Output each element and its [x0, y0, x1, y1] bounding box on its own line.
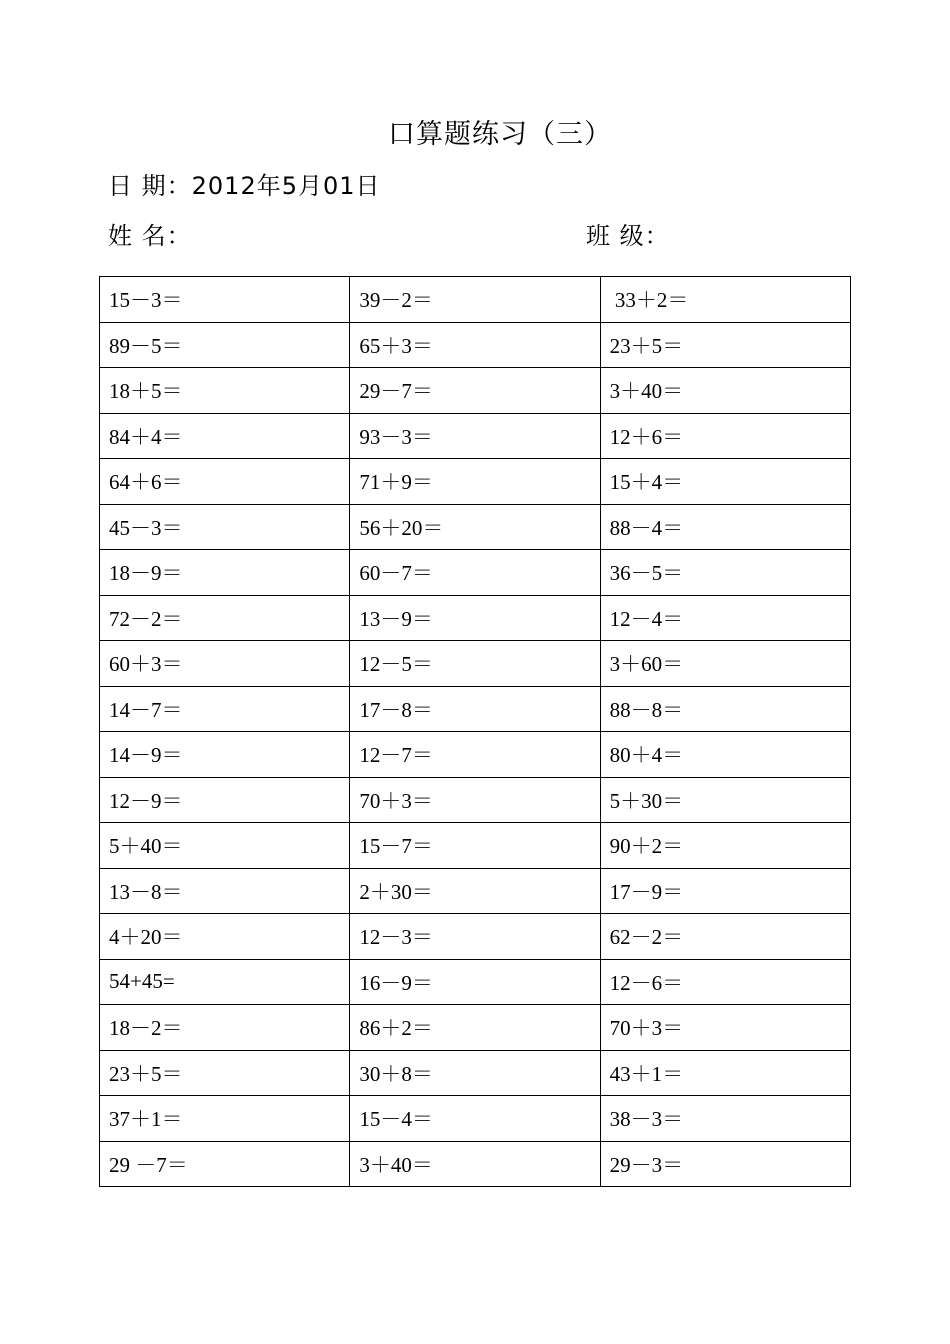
problem-cell: 38－3＝ — [600, 1096, 850, 1142]
class-field-label: 班 级： — [586, 222, 670, 250]
problem-cell: 15＋4＝ — [600, 459, 850, 505]
problem-cell: 93－3＝ — [350, 413, 600, 459]
problem-cell: 23＋5＝ — [100, 1050, 350, 1096]
problem-cell: 90＋2＝ — [600, 823, 850, 869]
problem-cell: 12－6＝ — [600, 959, 850, 1005]
problem-cell: 72－2＝ — [100, 595, 350, 641]
problem-cell: 30＋8＝ — [350, 1050, 600, 1096]
table-row — [100, 1050, 851, 1096]
table-row — [100, 550, 851, 596]
problem-cell: 13－8＝ — [100, 868, 350, 914]
table-row — [100, 732, 851, 778]
name-field-label: 姓 名： — [108, 222, 192, 250]
problem-cell: 16－9＝ — [350, 959, 600, 1005]
table-row — [100, 1141, 851, 1187]
problem-cell: 29－3＝ — [600, 1141, 850, 1187]
problem-cell: 84＋4＝ — [100, 413, 350, 459]
problem-cell: 3＋40＝ — [600, 368, 850, 414]
problem-cell: 12－9＝ — [100, 777, 350, 823]
problem-cell: 80＋4＝ — [600, 732, 850, 778]
problem-cell: 12＋6＝ — [600, 413, 850, 459]
table-row — [100, 1005, 851, 1051]
table-row — [100, 277, 851, 323]
problem-cell: 37＋1＝ — [100, 1096, 350, 1142]
problem-cell: 18＋5＝ — [100, 368, 350, 414]
problem-cell: 89－5＝ — [100, 322, 350, 368]
date-label: 日 期： — [108, 172, 192, 200]
problem-cell: 36－5＝ — [600, 550, 850, 596]
table-row — [100, 322, 851, 368]
problem-cell: 54+45= — [100, 959, 350, 1005]
arithmetic-problem-table — [99, 276, 851, 1187]
problem-cell: 39－2＝ — [350, 277, 600, 323]
table-row — [100, 641, 851, 687]
table-row — [100, 368, 851, 414]
problem-cell: 15－3＝ — [100, 277, 350, 323]
problem-cell: 12－5＝ — [350, 641, 600, 687]
problem-cell: 65＋3＝ — [350, 322, 600, 368]
problem-cell: 12－7＝ — [350, 732, 600, 778]
table-row — [100, 686, 851, 732]
problem-cell: 18－9＝ — [100, 550, 350, 596]
problem-cell: 18－2＝ — [100, 1005, 350, 1051]
problem-cell: 29 －7＝ — [100, 1141, 350, 1187]
problem-cell: 70＋3＝ — [600, 1005, 850, 1051]
date-value: 2012年5月01日 — [191, 172, 381, 200]
table-row — [100, 459, 851, 505]
problem-cell: 15－4＝ — [350, 1096, 600, 1142]
problem-cell: 71＋9＝ — [350, 459, 600, 505]
problem-cell: 56＋20＝ — [350, 504, 600, 550]
table-row — [100, 504, 851, 550]
problem-cell: 5＋40＝ — [100, 823, 350, 869]
page-title: 口算题练习（三） — [388, 119, 612, 150]
table-row — [100, 777, 851, 823]
table-row — [100, 959, 851, 1005]
problem-cell: 88－4＝ — [600, 504, 850, 550]
date-line — [108, 166, 381, 201]
table-row — [100, 1096, 851, 1142]
problem-cell: 14－9＝ — [100, 732, 350, 778]
problem-cell: 88－8＝ — [600, 686, 850, 732]
table-row — [100, 413, 851, 459]
problem-cell: 17－9＝ — [600, 868, 850, 914]
problem-cell: 2＋30＝ — [350, 868, 600, 914]
problem-cell: 12－3＝ — [350, 914, 600, 960]
table-row — [100, 914, 851, 960]
problem-cell: 23＋5＝ — [600, 322, 850, 368]
problem-cell: 14－7＝ — [100, 686, 350, 732]
problem-cell: 33＋2＝ — [600, 277, 850, 323]
problem-cell: 29－7＝ — [350, 368, 600, 414]
problem-cell: 43＋1＝ — [600, 1050, 850, 1096]
problem-cell: 86＋2＝ — [350, 1005, 600, 1051]
problem-table-body — [100, 277, 851, 1187]
problem-cell: 15－7＝ — [350, 823, 600, 869]
table-row — [100, 868, 851, 914]
problem-cell: 64＋6＝ — [100, 459, 350, 505]
problem-cell: 60＋3＝ — [100, 641, 350, 687]
problem-cell: 12－4＝ — [600, 595, 850, 641]
problem-cell: 17－8＝ — [350, 686, 600, 732]
problem-cell: 45－3＝ — [100, 504, 350, 550]
problem-cell: 70＋3＝ — [350, 777, 600, 823]
problem-cell: 4＋20＝ — [100, 914, 350, 960]
problem-cell: 3＋40＝ — [350, 1141, 600, 1187]
problem-cell: 13－9＝ — [350, 595, 600, 641]
table-row — [100, 595, 851, 641]
problem-cell: 5＋30＝ — [600, 777, 850, 823]
table-row — [100, 823, 851, 869]
problem-cell: 62－2＝ — [600, 914, 850, 960]
problem-cell: 60－7＝ — [350, 550, 600, 596]
problem-cell: 3＋60＝ — [600, 641, 850, 687]
